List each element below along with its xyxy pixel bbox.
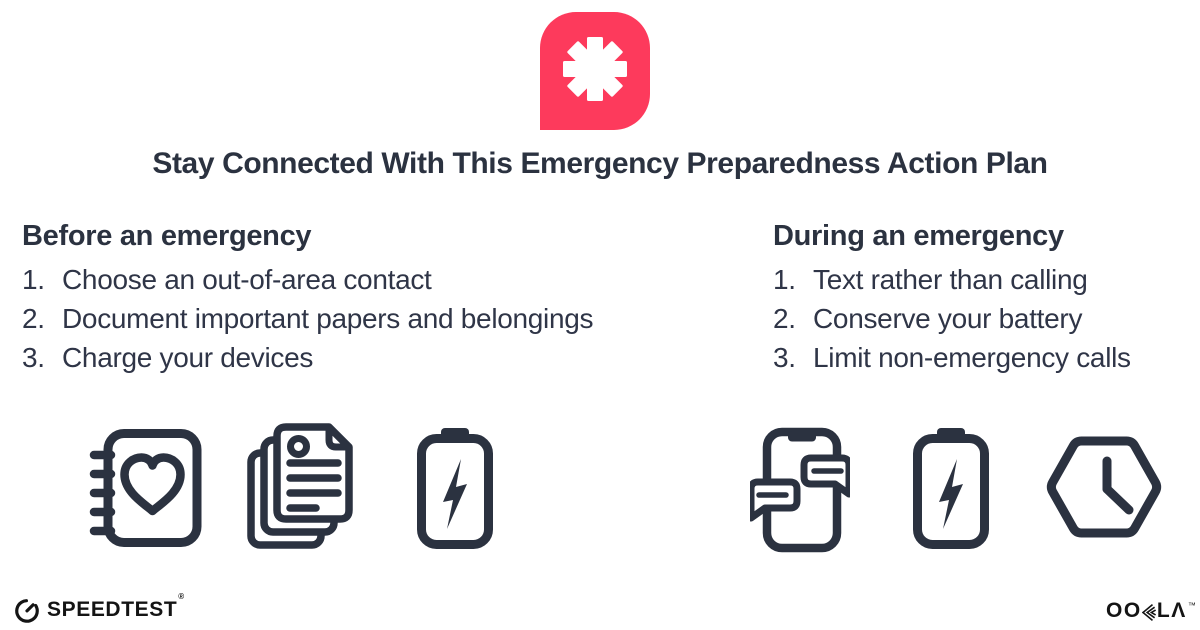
during-emergency-heading: During an emergency (773, 220, 1064, 252)
page-title: Stay Connected With This Emergency Preparedness Action Plan (152, 147, 1048, 180)
list-item: 3. Charge your devices (22, 342, 314, 373)
before-emergency-heading: Before an emergency (22, 220, 312, 252)
ookla-oo: OO (1106, 599, 1142, 622)
trademark-mark: ™ (1187, 600, 1196, 610)
contact-book-heart-icon (88, 428, 203, 548)
medical-asterisk-icon (562, 36, 628, 107)
list-item: 1. Choose an out-of-area contact (22, 264, 432, 295)
document-stack-icon (247, 423, 353, 550)
before-emergency-section (22, 219, 742, 377)
ookla-la: LΛ (1156, 599, 1187, 622)
list-item: 1. Text rather than calling (773, 264, 1088, 295)
speedtest-wordmark: SPEEDTEST® (47, 592, 185, 621)
registered-mark: ® (178, 592, 185, 601)
before-emergency-list (22, 260, 742, 377)
clock-hexagon-icon (1044, 432, 1164, 542)
speedtest-logo (13, 592, 185, 624)
list-item: 2. Document important papers and belongings (22, 303, 594, 334)
list-item: 3. Limit non-emergency calls (773, 342, 1131, 373)
ookla-logo (1106, 599, 1195, 623)
speedtest-gauge-icon (13, 596, 41, 624)
during-emergency-list (773, 260, 1193, 377)
emergency-logo-bubble (540, 12, 650, 130)
battery-charging-icon (912, 426, 990, 550)
phone-text-messages-icon (750, 427, 850, 553)
battery-charging-icon (416, 426, 494, 550)
list-item: 2. Conserve your battery (773, 303, 1083, 334)
during-emergency-section (773, 219, 1193, 377)
ookla-hatched-k-icon (1142, 603, 1157, 620)
